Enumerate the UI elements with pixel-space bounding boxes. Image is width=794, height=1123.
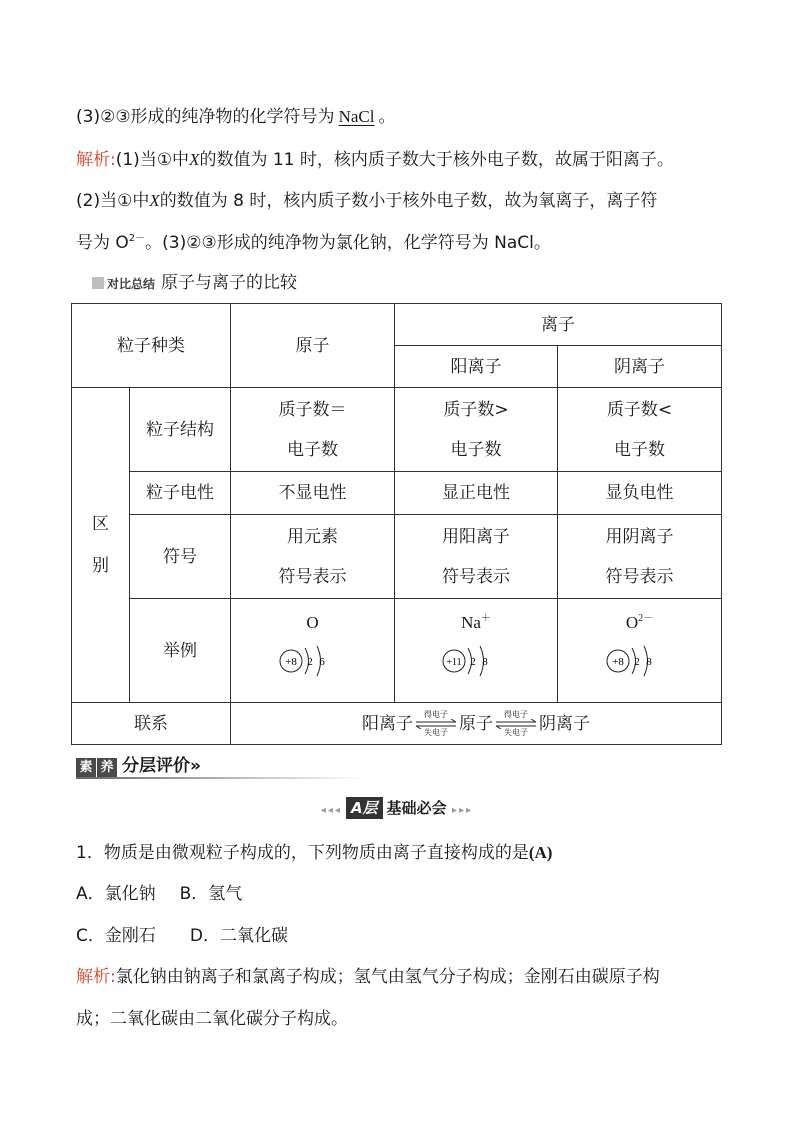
analysis-label: 解析: — [76, 150, 116, 170]
cell-text: 电子数 — [450, 439, 502, 460]
header-ion: 离子 — [395, 304, 722, 346]
summary-tag-icon — [92, 277, 104, 289]
analysis-text: 。(3)②③形成的纯净物为氯化钠，化学符号为 NaCl。 — [145, 233, 551, 253]
symbol-text: O — [306, 612, 319, 632]
shell-electrons: 8 — [482, 655, 488, 668]
difference-label-char: 别 — [92, 556, 109, 576]
cell-text: 质子数＝ — [278, 399, 347, 420]
cell-atom-structure — [231, 388, 395, 472]
example-symbol — [231, 612, 394, 634]
cell-anion-structure — [558, 388, 722, 472]
arrow-label-gain: 得电子 — [504, 709, 528, 719]
question-text: 1．物质是由微观粒子构成的，下列物质由离子直接构成的是 — [76, 843, 529, 863]
table-row — [72, 703, 722, 745]
double-arrow — [494, 710, 538, 738]
variable-x: X — [149, 191, 160, 210]
shell-electrons: 2 — [470, 655, 476, 668]
header-cation: 阳离子 — [395, 346, 558, 388]
cell-text: 符号表示 — [605, 566, 674, 587]
arrow-label-lose: 失电子 — [504, 727, 528, 737]
option-a: A．氯化钠 — [76, 884, 156, 904]
q3-answer: NaCl — [338, 107, 375, 126]
question-answer: (A) — [528, 843, 553, 862]
banner-char: 养 — [97, 758, 117, 778]
decor-dots-left-icon: ◂◂◂ — [320, 805, 342, 816]
nucleus-charge: +8 — [611, 655, 624, 668]
link-cation: 阳离子 — [362, 713, 413, 734]
symbol-charge: 2－ — [638, 612, 654, 624]
cell-cation-charge: 显正电性 — [395, 472, 558, 515]
option-c: C．金刚石 — [76, 926, 156, 946]
row-label-charge: 粒子电性 — [130, 472, 231, 515]
table-row — [72, 515, 722, 599]
ion-structure-diagram — [605, 640, 675, 682]
q3-text: (3)②③形成的纯净物的化学符号为 — [76, 107, 335, 127]
summary-tag — [92, 277, 155, 291]
analysis-text: (2)当①中 — [76, 191, 150, 211]
arrow-label-gain: 得电子 — [424, 709, 448, 719]
question-stem — [76, 840, 552, 866]
symbol-charge: ＋ — [480, 612, 491, 624]
link-atom: 原子 — [459, 713, 493, 734]
table-row — [72, 388, 722, 472]
table-row — [72, 599, 722, 703]
difference-label-char: 区 — [92, 514, 109, 534]
cell-text: 用元素 — [287, 526, 338, 547]
options-row-1 — [76, 881, 242, 907]
decor-dots-right-icon: ▸▸▸ — [446, 805, 474, 816]
analysis-text: 成；二氧化碳由二氧化碳分子构成。 — [76, 1009, 348, 1029]
row-label-symbol: 符号 — [130, 515, 231, 599]
header-particle-type: 粒子种类 — [72, 304, 231, 388]
cell-anion-symbol — [558, 515, 722, 599]
symbol-text: O — [625, 612, 639, 632]
double-arrow — [414, 710, 458, 738]
difference-label — [72, 388, 130, 703]
shell-electrons: 8 — [645, 655, 652, 668]
section-banner — [76, 756, 376, 778]
cell-anion-example — [558, 599, 722, 703]
cell-text: 质子数> — [443, 399, 509, 420]
cell-atom-example — [231, 599, 395, 703]
row-label-example: 举例 — [130, 599, 231, 703]
cell-cation-example — [395, 599, 558, 703]
level-title: 基础必会 — [386, 799, 447, 817]
analysis-text: 的数值为 8 时，核内质子数小于核外电子数，故为氧离子，离子符 — [159, 191, 658, 211]
analysis-line-1 — [76, 147, 674, 173]
summary-heading — [92, 270, 297, 296]
cell-text: 电子数 — [614, 439, 665, 460]
shell-electrons: 2 — [306, 655, 313, 668]
example-symbol — [395, 612, 557, 634]
analysis-line-5 — [76, 1006, 348, 1032]
banner-underline — [76, 777, 366, 779]
level-tag: A层 — [346, 797, 383, 819]
analysis-line-3 — [76, 230, 551, 256]
q3-line — [76, 104, 395, 130]
symbol-text: Na — [461, 612, 481, 632]
q3-suffix: 。 — [378, 107, 396, 127]
cell-text: 质子数< — [606, 399, 673, 420]
analysis-line-4 — [76, 964, 660, 990]
link-anion: 阴离子 — [539, 713, 590, 734]
charge-superscript: 2－ — [128, 233, 146, 244]
cell-text: 符号表示 — [278, 566, 347, 587]
analysis-text: 号为 O — [76, 233, 129, 253]
atom-structure-diagram — [278, 640, 348, 682]
option-d: D．二氧化碳 — [189, 926, 288, 946]
cell-cation-structure — [395, 388, 558, 472]
cell-anion-charge: 显负电性 — [558, 472, 722, 515]
row-label-link: 联系 — [72, 703, 231, 745]
analysis-text: 氯化钠由钠离子和氯离子构成；氢气由氢气分子构成；金刚石由碳原子构 — [115, 967, 660, 987]
comparison-table — [71, 303, 722, 745]
example-symbol — [558, 612, 721, 634]
summary-title: 原子与离子的比较 — [161, 273, 298, 293]
shell-electrons: 6 — [318, 655, 325, 668]
options-row-2 — [76, 923, 288, 949]
nucleus-charge: +11 — [446, 656, 462, 668]
cell-text: 符号表示 — [442, 566, 510, 587]
cell-cation-symbol — [395, 515, 558, 599]
level-heading — [0, 797, 794, 822]
cell-atom-charge: 不显电性 — [231, 472, 395, 515]
cell-text: 用阳离子 — [442, 526, 510, 547]
table-row — [72, 472, 722, 515]
header-atom: 原子 — [231, 304, 395, 388]
banner-title: 分层评价» — [122, 756, 201, 776]
cell-text: 电子数 — [287, 439, 338, 460]
analysis-line-2 — [76, 188, 657, 214]
link-relation — [231, 703, 722, 745]
option-b: B．氢气 — [179, 884, 243, 904]
row-label-structure: 粒子结构 — [130, 388, 231, 472]
arrow-label-lose: 失电子 — [424, 727, 448, 737]
header-anion: 阴离子 — [558, 346, 722, 388]
shell-electrons: 2 — [633, 655, 640, 668]
nucleus-charge: +8 — [284, 655, 297, 668]
cell-text: 用阴离子 — [605, 526, 674, 547]
analysis-text: (1)当①中 — [115, 150, 190, 170]
cell-atom-symbol — [231, 515, 395, 599]
analysis-text: 的数值为 11 时，核内质子数大于核外电子数，故属于阳离子。 — [199, 150, 674, 170]
variable-x: X — [189, 150, 200, 169]
banner-char: 素 — [76, 758, 96, 778]
ion-structure-diagram — [441, 640, 511, 682]
summary-tag-text: 对比总结 — [107, 277, 156, 291]
analysis-label: 解析: — [76, 967, 116, 987]
